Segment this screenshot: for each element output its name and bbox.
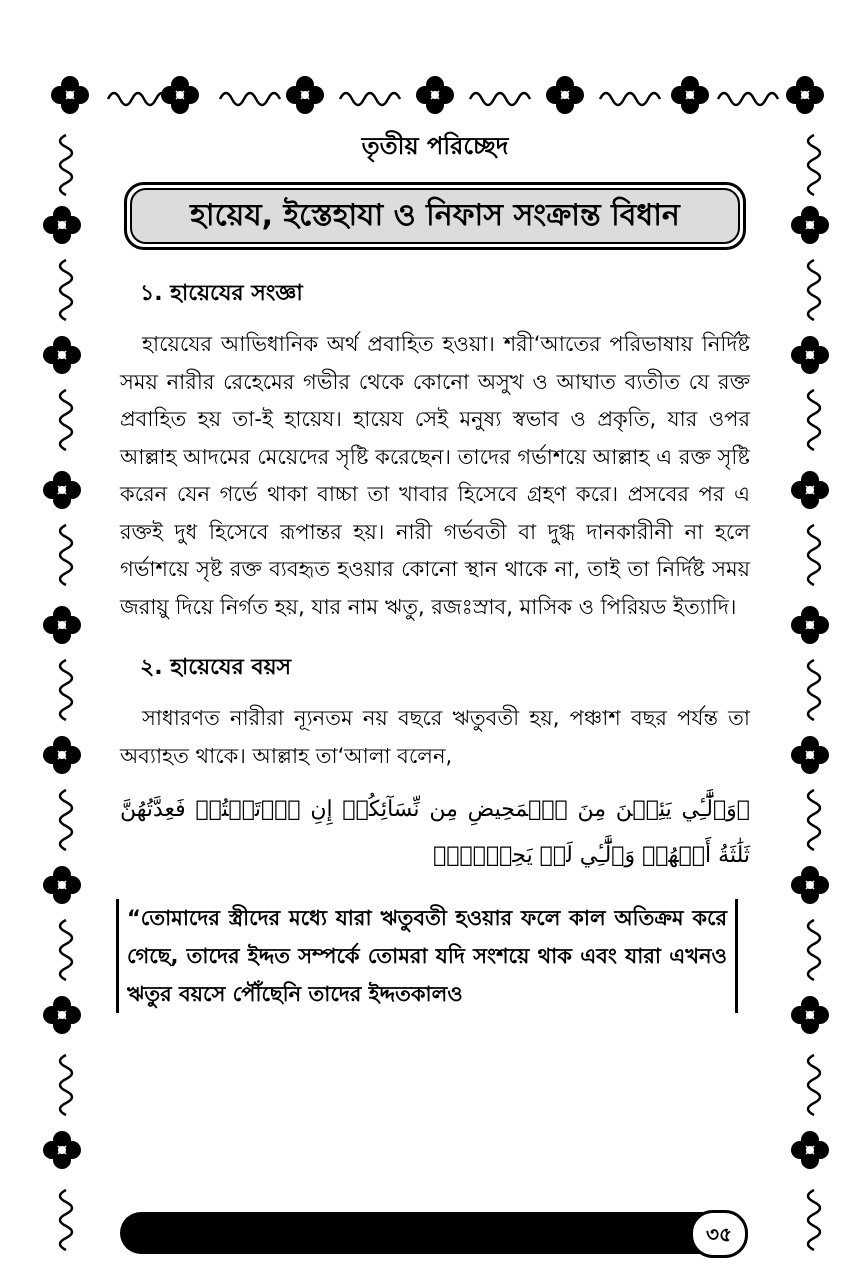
verse-translation: “তোমাদের স্ত্রীদের মধ্যে যারা ঋতুবতী হওয়ার ফলে কাল অতিক্রম করে গেছে, তাদের ইদ্দত সম্পর্কে তোমরা যদি সংশয়ে থাক এবং যারা এখনও ঋতুর বয়সে পৌঁছেনি তাদের ইদ্দতকালও (116, 899, 738, 1013)
page-content (120, 128, 750, 1013)
section-paragraph-definition: হায়েযের আভিধানিক অর্থ প্রবাহিত হওয়া। শরী‘আতের পরিভাষায় নির্দিষ্ট সময় নারীর রেহেমের গভীর থেকে কোনো অসুখ ও আঘাত ব্যতীত যে রক্ত প্রবাহিত হয় তা-ই হায়েয। হায়েয সেই মনুষ্য স্বভাব ও প্রকৃতি, যার ওপর আল্লাহ আদমের মেয়েদের সৃষ্টি করেছেন। তাদের গর্ভাশয়ে আল্লাহ এ রক্ত সৃষ্টি করেন যেন গর্ভে থাকা বাচ্চা তা খাবার হিসেবে গ্রহণ করে। প্রসবের পর এ রক্তই দুধ হিসেবে রূপান্তর হয়। নারী গর্ভবতী বা দুগ্ধ দানকারীনী না হলে গর্ভাশয়ে সৃষ্ট রক্ত ব্যবহৃত হওয়ার কোনো স্থান থাকে না, তাই তা নির্দিষ্ট সময় জরায়ু দিয়ে নির্গত হয়, যার নাম ঋতু, রজঃস্রাব, মাসিক ও পিরিয়ড ইত্যাদি। (120, 332, 750, 619)
page-number: ৩৫ (690, 1210, 748, 1258)
section-paragraph-age: সাধারণত নারীরা ন্যূনতম নয় বছরে ঋতুবতী হয়, পঞ্চাশ বছর পর্যন্ত তা অব্যাহত থাকে। আল্লাহ তা‘আলা বলেন, (120, 706, 750, 768)
section-heading-age: ২. হায়েযের বয়স (140, 655, 292, 680)
quran-verse: ﴿وَٱلَّٰٓـِٔي يَئِسۡنَ مِنَ ٱلۡمَحِيضِ مِن نِّسَآئِكُمۡ إِنِ ٱرۡتَبۡتُمۡ فَعِدَّتُهُنَّ ثَلَٰثَةُ أَشۡهُرٖ وَٱلَّٰٓـِٔي لَمۡ يَحِضۡنَۚ﴾ (120, 797, 750, 868)
chapter-label: তৃতীয় পরিচ্ছেদ (361, 132, 509, 160)
title-frame (124, 182, 746, 250)
page-title: হায়েয, ইস্তেহাযা ও নিফাস সংক্রান্ত বিধান (130, 188, 740, 244)
section-heading-definition: ১. হায়েযের সংজ্ঞা (140, 281, 303, 306)
page-footer-bar (120, 1212, 740, 1254)
flower-ornament (51, 76, 89, 114)
